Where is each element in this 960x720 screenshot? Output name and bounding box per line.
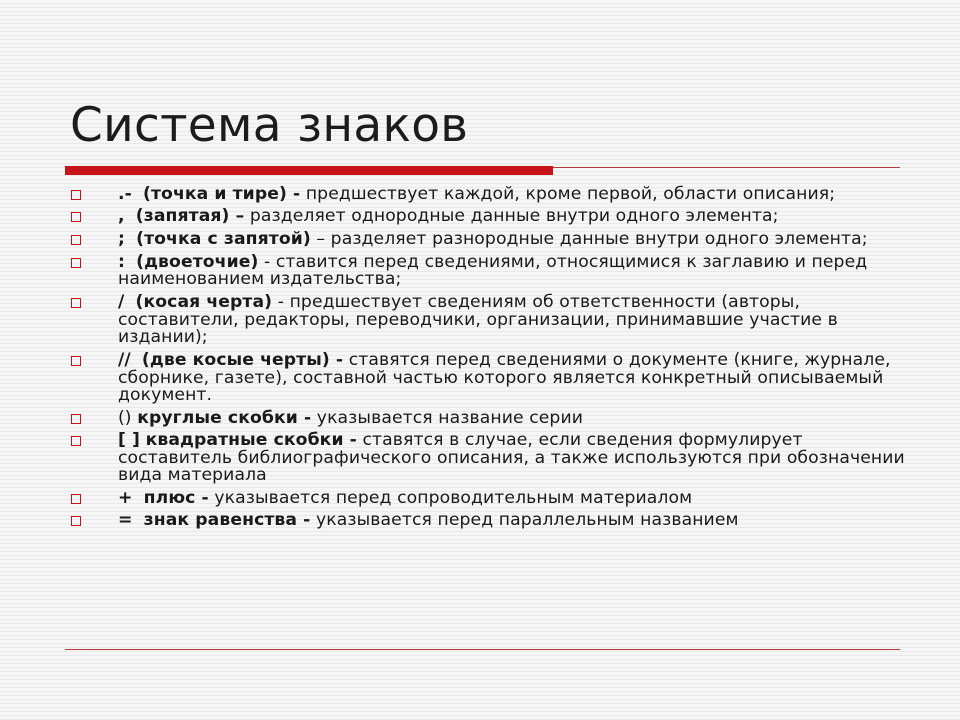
list-item-comma bbox=[70, 208, 920, 226]
list-item-colon bbox=[70, 251, 920, 290]
square-bullet-icon bbox=[71, 516, 81, 526]
item-text: - ставится перед сведениями, относящимися к заглавию и перед наименованием издательства; bbox=[118, 251, 868, 290]
item-symbol: [ ] bbox=[118, 430, 140, 451]
square-bullet-icon bbox=[71, 212, 81, 222]
item-symbol: ; bbox=[118, 228, 125, 249]
item-text: указывается перед параллельным названием bbox=[316, 510, 739, 531]
item-name: круглые скобки - bbox=[137, 408, 312, 429]
item-name: (точка с запятой) bbox=[136, 228, 311, 249]
item-name: (две косые черты) - bbox=[141, 350, 344, 371]
item-symbol: // bbox=[118, 350, 131, 371]
item-name: (двоеточие) bbox=[136, 251, 259, 272]
item-symbol: () bbox=[118, 408, 132, 429]
item-name: (косая черта) bbox=[135, 292, 273, 313]
item-name: (точка и тире) - bbox=[143, 184, 301, 204]
item-name: плюс - bbox=[143, 488, 209, 509]
list-item-square-brackets bbox=[70, 432, 920, 485]
item-symbol: : bbox=[118, 251, 125, 272]
list-item-equals bbox=[70, 512, 920, 530]
square-bullet-icon bbox=[71, 190, 81, 200]
item-text: – разделяет разнородные данные внутри одного элемента; bbox=[316, 228, 868, 249]
item-text: ставятся перед сведениями о документе (книге, журнале, сборнике, газете), составной частью которого является конкретный описываемый документ. bbox=[118, 350, 891, 406]
item-text: указывается перед сопроводительным материалом bbox=[214, 488, 693, 509]
item-text: разделяет однородные данные внутри одного элемента; bbox=[249, 206, 779, 227]
item-name: знак равенства - bbox=[143, 510, 311, 531]
square-bullet-icon bbox=[71, 356, 81, 366]
item-text: указывается название серии bbox=[316, 408, 583, 429]
item-name: квадратные скобки - bbox=[145, 430, 357, 451]
slide-title: Система знаков bbox=[70, 98, 469, 153]
square-bullet-icon bbox=[71, 414, 81, 424]
punctuation-list bbox=[70, 186, 920, 535]
square-bullet-icon bbox=[71, 298, 81, 308]
list-item-double-slash bbox=[70, 352, 920, 405]
list-item-plus bbox=[70, 490, 920, 508]
item-symbol: .- bbox=[118, 184, 132, 204]
bottom-divider bbox=[65, 649, 900, 650]
title-underline-red bbox=[65, 166, 553, 175]
item-symbol: / bbox=[118, 292, 125, 313]
item-text: - предшествует сведениям об ответственности (авторы, составители, редакторы, переводчики, организации, принимавшие участие в издании); bbox=[118, 292, 838, 348]
list-item-dot-dash bbox=[70, 186, 920, 204]
square-bullet-icon bbox=[71, 436, 81, 446]
square-bullet-icon bbox=[71, 258, 81, 268]
list-item-semicolon bbox=[70, 228, 920, 249]
item-symbol: , bbox=[118, 206, 125, 227]
item-name: (запятая) – bbox=[135, 206, 245, 227]
title-underline-thin bbox=[553, 167, 900, 168]
list-item-slash bbox=[70, 294, 920, 347]
square-bullet-icon bbox=[71, 494, 81, 504]
item-text: ставятся в случае, если сведения формулирует составитель библиографического описания, а также используются при обозначении вида материала bbox=[118, 430, 905, 486]
item-symbol: = bbox=[118, 510, 133, 531]
item-symbol: + bbox=[118, 488, 133, 509]
square-bullet-icon bbox=[71, 235, 81, 245]
list-item-parentheses bbox=[70, 410, 920, 428]
item-text: предшествует каждой, кроме первой, области описания; bbox=[305, 184, 836, 204]
